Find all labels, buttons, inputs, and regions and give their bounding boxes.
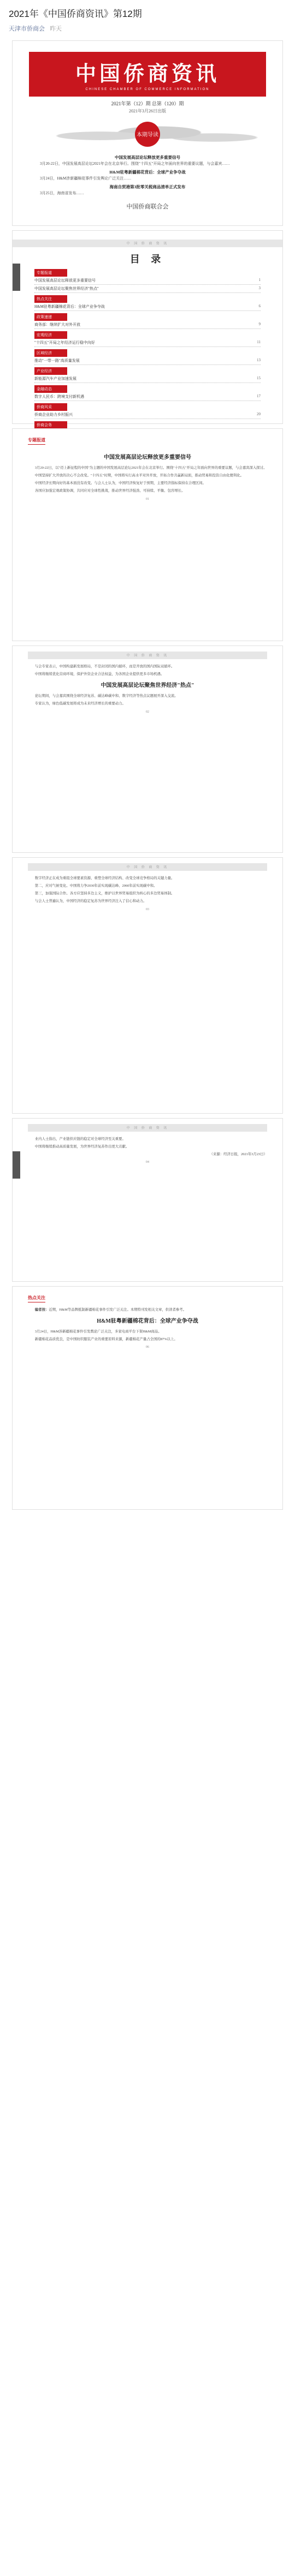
toc-item-page: 13 — [257, 357, 261, 362]
toc-item-page: 15 — [257, 375, 261, 380]
paragraph: 3月20-22日，以"迈上新征程的中国"为主题的中国发展高层论坛2021年会在北京举行。围绕"十四五"开局之年面向世界的重要议题，与会嘉宾深入探讨。 — [34, 465, 267, 470]
paragraph: 数字经济正在成为重组全球要素资源、重塑全球经济结构、改变全球竞争格局的关键力量。 — [34, 876, 175, 880]
paragraph: 各国应加强宏观政策协调，共同应对全球性挑战，推动世界经济强劲、可持续、平衡、包容增长。 — [34, 489, 185, 493]
page-number: 04 — [146, 1161, 149, 1164]
toc-item-title: 数字人民币：跨境支付新机遇 — [34, 394, 84, 399]
article-page-4 — [12, 1118, 283, 1282]
paragraph: 与会专家表示，中国构建新发展格局，不是封闭的国内循环，而是开放的国内国际双循环。 — [34, 664, 175, 668]
toc-item-title: 侨商企业助力乡村振兴 — [34, 412, 73, 417]
page-strip: 中 国 侨 商 资 讯 — [28, 1124, 267, 1132]
toc-section-header: 宏观经济 — [34, 331, 67, 339]
page-number: 03 — [146, 907, 149, 911]
masthead-title: 中国侨商资讯 — [75, 63, 220, 86]
paragraph: 中国将继续推动高质量发展，为世界经济复苏作出更大贡献。 — [34, 1145, 129, 1149]
article-page-5 — [12, 1286, 283, 1510]
paragraph: 论坛期间，与会嘉宾围绕全球经济复苏、碳达峰碳中和、数字经济等热点议题展开深入交流。 — [34, 694, 178, 698]
guide-item-title: 中国发展高层论坛释放更多重要信号 — [115, 154, 180, 160]
toc-item-page: 20 — [257, 411, 261, 416]
toc-item[interactable] — [34, 375, 261, 383]
toc-item-title: 中国发展高层论坛聚焦世界经济"热点" — [34, 286, 99, 291]
toc-item-page: 3 — [258, 285, 261, 290]
article-page-1 — [12, 428, 283, 641]
toc-item-page: 6 — [258, 303, 261, 308]
page-number: 02 — [146, 710, 149, 714]
toc-section-header: 区域经济 — [34, 349, 67, 357]
article-title: 2021年《中国侨商资讯》第12期 — [9, 9, 142, 19]
paragraph: 业内人士指出，产业链供应链的稳定对全球经济至关重要。 — [34, 1137, 126, 1141]
toc-section-header: 专题报道 — [34, 269, 67, 277]
cover-page — [12, 40, 283, 226]
paragraph: 3月24日，H&M涉新疆棉花事件引发舆论广泛关注，多家电商平台下架H&M商品。 — [34, 1330, 162, 1334]
guide-badge: 本期导读 — [135, 122, 160, 147]
toc-item-page: 1 — [258, 277, 261, 282]
article-heading: H&M驻粤新疆棉花背后：全球产业争夺战 — [97, 1318, 198, 1324]
toc-item[interactable] — [34, 411, 261, 419]
toc-section-header: 侨商会务 — [34, 421, 67, 429]
toc-section-header: 产业经济 — [34, 367, 67, 375]
publisher-name: 中国侨商联合会 — [126, 204, 169, 211]
toc-item[interactable] — [34, 339, 261, 347]
toc-section-header: 金融动态 — [34, 385, 67, 393]
page-strip: 中 国 侨 商 资 讯 — [28, 863, 267, 871]
toc-item-title: 新能源汽车产业加速发展 — [34, 376, 76, 381]
masthead — [29, 52, 266, 97]
toc-item[interactable] — [34, 303, 261, 311]
toc-item[interactable] — [34, 321, 261, 329]
guide-item-title: H&M驻粤新疆棉花背后：全球产业争夺战 — [109, 169, 186, 175]
world-map-image — [29, 119, 266, 152]
issue-date: 2021年3月26日出版 — [129, 108, 166, 113]
page-strip: 中 国 侨 商 资 讯 — [28, 652, 267, 659]
toc-item[interactable] — [34, 393, 261, 401]
article-body — [28, 1329, 267, 1342]
source-note: （来源：经济日报，2021年3月23日） — [209, 1152, 267, 1157]
article-header — [0, 0, 295, 36]
article-body — [28, 693, 267, 707]
article-page-2 — [12, 646, 283, 853]
paragraph: 专家认为，绿色低碳发展将成为未来经济增长的重要动力。 — [34, 702, 126, 706]
toc-section-header: 政策速递 — [34, 313, 67, 321]
toc-title: 目 录 — [129, 253, 166, 265]
side-decoration — [13, 1151, 20, 1179]
masthead-subtitle: CHINESE CHAMBER OF COMMERCE INFORMATION — [85, 88, 210, 92]
section-label: 专题报道 — [28, 437, 45, 445]
article-heading: 中国发展高层论坛释放更多重要信号 — [104, 454, 191, 461]
publish-date: 昨天 — [50, 25, 62, 32]
toc-item[interactable] — [34, 357, 261, 365]
toc-item-title: "十四五"开局之年经济运行稳中向好 — [34, 340, 95, 345]
editor-note-text: 近期，H&M等品牌抵制新疆棉花事件引发广泛关注。本期特刊发相关文章，供读者参考。 — [49, 1307, 187, 1312]
article-body — [28, 664, 267, 677]
guide-item-text: 3月24日，H&M涉新疆棉花事件引发舆论广泛关注…… — [40, 176, 132, 181]
toc-section-header: 侨商风采 — [34, 403, 67, 411]
section-label: 热点关注 — [28, 1295, 45, 1302]
paragraph: 第三，加强国际合作。各方应坚持多边主义，维护以世界贸易组织为核心的多边贸易体制。 — [34, 892, 175, 896]
toc-page — [12, 230, 283, 427]
side-decoration — [13, 264, 20, 291]
toc-item-title: H&M驻粤新疆棉花背后：全球产业争夺战 — [34, 304, 105, 309]
toc-item[interactable] — [34, 285, 261, 293]
article-meta — [9, 24, 286, 33]
toc-item-title: 中国发展高层论坛释放更多重要信号 — [34, 278, 96, 283]
toc-item-title: 推动"一带一路"高质量发展 — [34, 358, 80, 363]
paragraph: 与会人士普遍认为，中国经济的稳定复苏为世界经济注入了信心和动力。 — [34, 899, 147, 904]
page-number: 01 — [146, 497, 149, 501]
toc-section-header: 热点关注 — [34, 295, 67, 303]
article-body — [28, 465, 267, 494]
paragraph: 新疆棉花品质优良，是中国纺织服装产业的重要原料来源，新疆棉花产量占全国的87%以上。 — [34, 1337, 178, 1342]
editor-note-label: 编者按： — [34, 1307, 49, 1312]
toc-item[interactable] — [34, 277, 261, 285]
toc-list — [34, 269, 261, 437]
toc-item-page: 9 — [258, 321, 261, 326]
editor-note — [28, 1307, 267, 1313]
article-heading: 中国发展高层论坛聚焦世界经济"热点" — [101, 683, 194, 689]
paragraph: 第二，应对气候变化。中国将力争2030年前实现碳达峰、2060年前实现碳中和。 — [34, 884, 157, 888]
toc-item-page: 11 — [257, 339, 261, 344]
page-strip: 中 国 侨 商 资 讯 — [13, 240, 282, 247]
paragraph: 中国经济长期向好的基本面没有改变。与会人士认为，中国经济恢复好于预期，主要经济指标保持在合理区间。 — [34, 481, 206, 486]
article-page-3 — [12, 857, 283, 1114]
guide-item-text: 3月20-22日，中国发展高层论坛2021年会在北京举行。围绕"十四五"开局之年面向世界的重要议题，与会嘉宾…… — [40, 161, 230, 166]
article-body — [28, 875, 267, 905]
account-link[interactable]: 天津市侨商会 — [9, 25, 45, 32]
cover-guide — [40, 154, 255, 197]
toc-item-title: 商务部：继续扩大对外开放 — [34, 322, 80, 327]
page-number: 06 — [146, 1346, 149, 1349]
toc-item-page: 17 — [257, 393, 261, 398]
guide-item-title: 海南自贸港第3批零关税商品清单正式发布 — [109, 184, 186, 190]
paragraph: 中国将继续优化营商环境，保护外资企业合法权益，为各国企业提供更多市场机遇。 — [34, 672, 164, 676]
issue-number: 2021年第（12）期 总第（120）期 — [111, 100, 184, 106]
article-body — [28, 1136, 267, 1150]
paragraph: 中国坚持扩大开放的决心不会改变。"十四五"时期，中国将实行高水平对外开放，开拓合作共赢新局面，推动贸易和投资自由化便利化。 — [34, 474, 244, 477]
guide-item-text: 3月25日，海南省发布…… — [40, 191, 84, 196]
